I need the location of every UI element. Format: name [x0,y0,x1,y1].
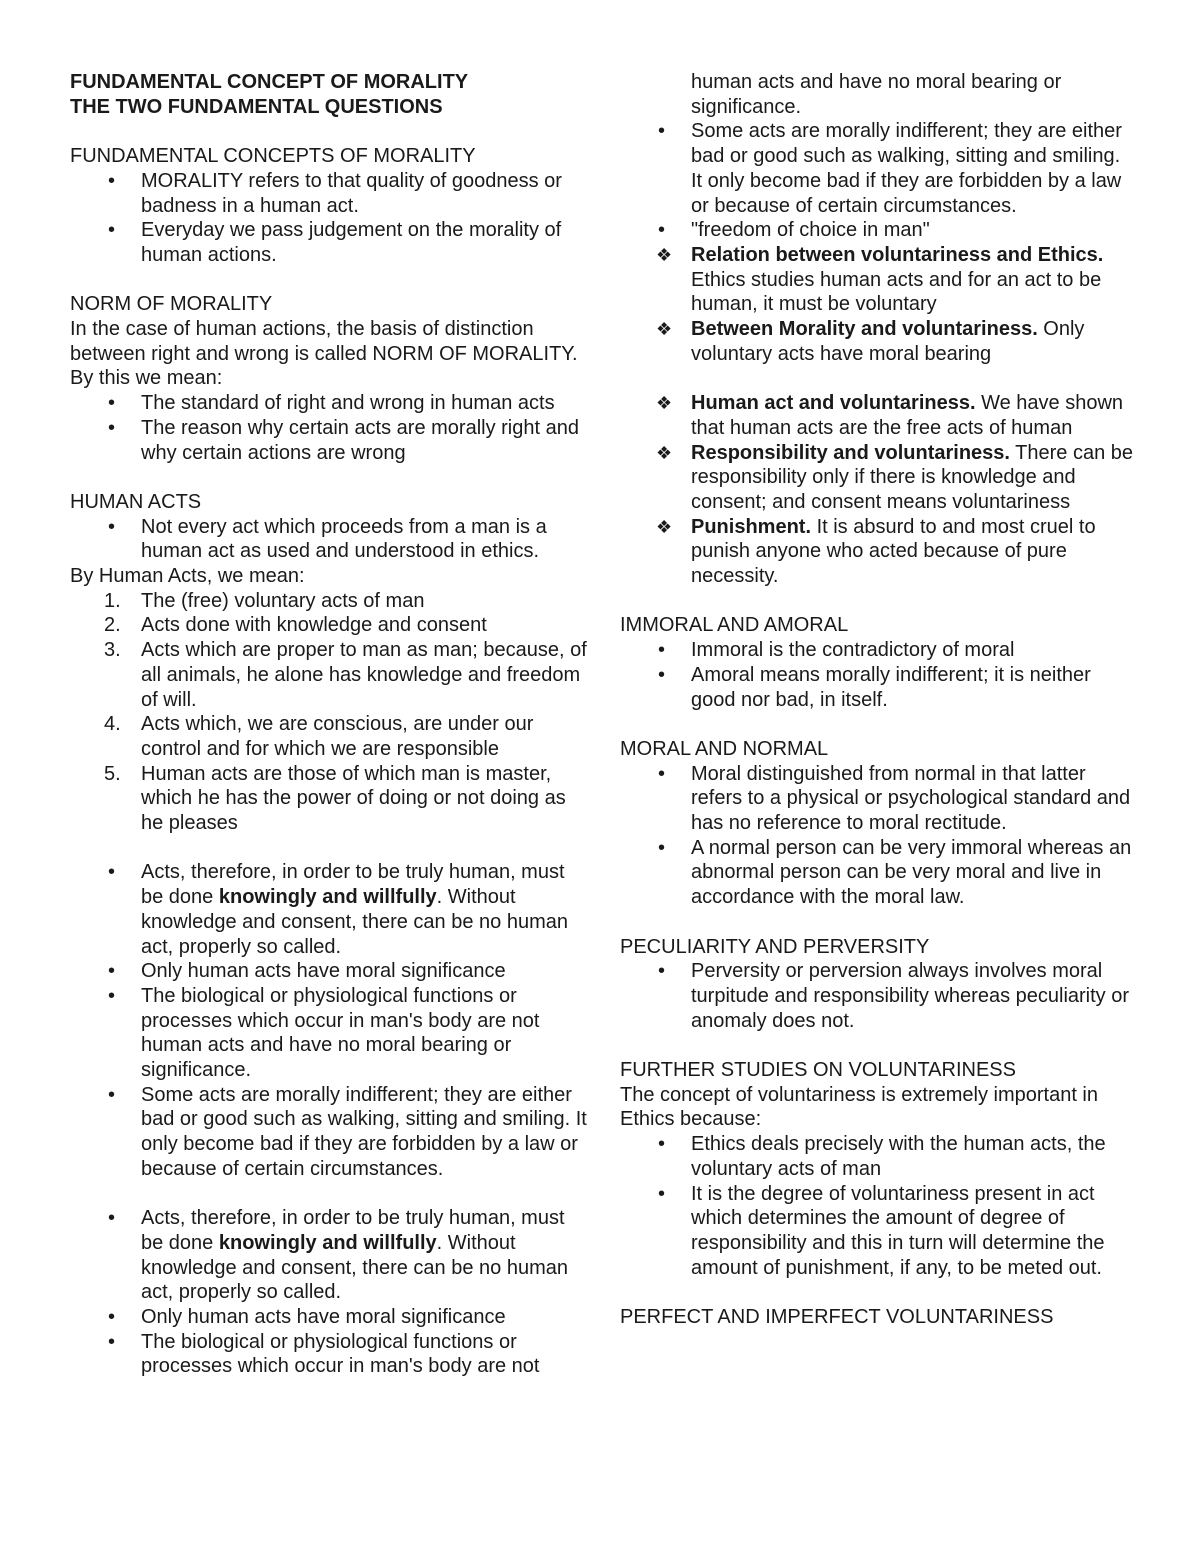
voluntariness-relations-list [620,243,1135,367]
list-item: • Immoral is the contradictory of moral [658,639,1015,662]
bullet-icon: • [108,984,116,1007]
list-item: • The biological or physiological functions or processes which occur in man's body are not [108,1330,540,1378]
list-item: • Acts, therefore, in order to be truly human, must be done knowingly and willfully. Without knowledge and consent, there can be no human act, properly so called. [108,861,568,958]
list-item: • Perversity or perversion always involves moral turpitude and responsibility whereas peculiarity or anomaly does not. [658,960,1130,1032]
diamond-bullet-icon: ❖ [656,393,673,414]
section-heading-immoral-amoral: IMMORAL AND AMORAL [620,614,849,637]
list-number: 1. [104,589,121,612]
bullet-icon: • [658,836,666,859]
bullet-icon: • [658,1133,666,1156]
continued-list [620,70,1135,243]
bullet-icon: • [108,169,116,192]
list-item: • Not every act which proceeds from a man is a human act as used and understood in ethics. [108,515,547,563]
section-heading-peculiarity-perversity: PECULIARITY AND PERVERSITY [620,935,930,958]
peculiarity-perversity-list [620,959,1135,1033]
bullet-icon: • [108,1330,116,1353]
list-number: 5. [104,762,121,785]
list-item: • MORALITY refers to that quality of goodness or badness in a human act. [108,169,562,217]
diamond-bullet-icon: ❖ [656,244,673,265]
list-item: • Some acts are morally indifferent; they are either bad or good such as walking, sitting and smiling. It only become bad if they are forbidden by a law or because of certain circumstances. [108,1083,587,1180]
diamond-bullet-icon: ❖ [656,516,673,537]
voluntariness-relations-list-2 [620,391,1135,589]
bullet-icon: • [658,960,666,983]
section-heading-further-studies: FURTHER STUDIES ON VOLUNTARINESS [620,1059,1016,1082]
list-item: • The biological or physiological functions or processes which occur in man's body are not human acts and have no moral bearing or significance. [108,984,540,1082]
list-item: • Ethics deals precisely with the human acts, the voluntary acts of man [658,1133,1106,1180]
further-studies-list [620,1132,1135,1280]
list-item: • Amoral means morally indifferent; it is neither good nor bad, in itself. [658,663,1091,711]
section-heading-fundamental-concepts: FUNDAMENTAL CONCEPTS OF MORALITY [70,145,476,168]
list-item: • The standard of right and wrong in human acts [108,392,555,415]
list-item: • Only human acts have moral significance [108,960,506,983]
bullet-icon: • [658,120,666,143]
list-item: ❖ Relation between voluntariness and Ethics. Ethics studies human acts and for an act to be human, it must be voluntary [656,243,1104,316]
human-acts-intro: By Human Acts, we mean: [70,565,305,588]
emphasis-text: knowingly and willfully [218,886,437,909]
list-item: ❖ Responsibility and voluntariness. There can be responsibility only if there is knowledge and consent; and consent means voluntariness [656,441,1134,513]
diamond-bullet-icon: ❖ [656,319,673,340]
list-item: • Only human acts have moral significance [108,1306,506,1329]
list-item: • It is the degree of voluntariness present in act which determines the amount of degree of responsibility and this in turn will determine the amount of punishment, if any, to be meted out. [658,1182,1105,1279]
list-item: 3. Acts which are proper to man as man; because, of all animals, he alone has knowledge and freedom of will. [104,639,587,711]
section-heading-moral-normal: MORAL AND NORMAL [620,737,829,760]
list-item: • Everyday we pass judgement on the morality of human actions. [108,219,562,266]
section-heading-perfect-imperfect: PERFECT AND IMPERFECT VOLUNTARINESS [620,1306,1054,1329]
bullet-icon: • [658,1182,666,1205]
section-heading-norm-of-morality: NORM OF MORALITY [70,293,273,316]
norm-list [70,391,590,465]
section-heading-human-acts: HUMAN ACTS [70,490,202,513]
list-number: 2. [104,614,121,637]
list-item: • Acts, therefore, in order to be truly human, must be done knowingly and willfully. Without knowledge and consent, there can be no human act, properly so called. [108,1207,568,1304]
list-number: 4. [104,713,121,736]
list-item: 2. Acts done with knowledge and consent [104,614,487,637]
voluntary-acts-list-2 [70,1206,590,1379]
list-item: • A normal person can be very immoral whereas an abnormal person can be very moral and live in accordance with the moral law. [658,836,1132,909]
bullet-icon: • [108,392,116,415]
list-item: • "freedom of choice in man" [658,219,930,242]
list-item: • Some acts are morally indifferent; they are either bad or good such as walking, sitting and smiling. It only become bad if they are forbidden by a law or because of certain circumstances. [658,120,1122,217]
bullet-icon: • [108,416,116,439]
bullet-icon: • [108,960,116,983]
voluntary-acts-list-1 [70,860,590,1181]
bullet-icon: • [108,861,116,884]
list-item: • The reason why certain acts are morally right and why certain actions are wrong [108,416,579,464]
norm-paragraph: In the case of human actions, the basis of distinction between right and wrong is called NORM OF MORALITY. By this we mean: [70,318,578,390]
diamond-bullet-icon: ❖ [656,442,673,463]
bullet-icon: • [108,515,116,538]
bullet-icon: • [658,762,666,785]
immoral-amoral-list [620,638,1135,712]
bullet-icon: • [108,1306,116,1329]
list-item: 1. The (free) voluntary acts of man [104,589,425,612]
bullet-icon: • [658,639,666,662]
list-item: ❖ Between Morality and voluntariness. Only voluntary acts have moral bearing [656,318,1085,365]
bullet-icon: • [108,1083,116,1106]
left-column [70,70,590,1379]
list-item: • Moral distinguished from normal in that latter refers to a physical or psychological standard and has no reference to moral rectitude. [658,762,1131,835]
emphasis-text: knowingly and willfully [218,1231,437,1254]
list-item: 4. Acts which, we are conscious, are under our control and for which we are responsible [104,713,534,760]
further-studies-paragraph: The concept of voluntariness is extremely important in Ethics because: [620,1083,1098,1131]
right-column [620,70,1135,1330]
human-acts-list [70,515,590,564]
list-item: 5. Human acts are those of which man is master, which he has the power of doing or not doing as he pleases [104,762,566,835]
bullet-icon: • [658,219,666,242]
moral-normal-list [620,762,1135,910]
human-acts-numbered-list [70,589,590,836]
fundamental-concepts-list [70,169,590,268]
bullet-icon: • [108,1207,116,1230]
bullet-icon: • [658,663,666,686]
document-subtitle: THE TWO FUNDAMENTAL QUESTIONS [70,95,443,118]
document-title: FUNDAMENTAL CONCEPT OF MORALITY [70,71,469,93]
list-item-continued: human acts and have no moral bearing or significance. [691,71,1062,118]
bullet-icon: • [108,219,116,242]
list-number: 3. [104,639,121,662]
list-item: ❖ Punishment. It is absurd to and most cruel to punish anyone who acted because of pure necessity. [656,515,1096,588]
list-item: ❖ Human act and voluntariness. We have shown that human acts are the free acts of human [656,392,1124,439]
